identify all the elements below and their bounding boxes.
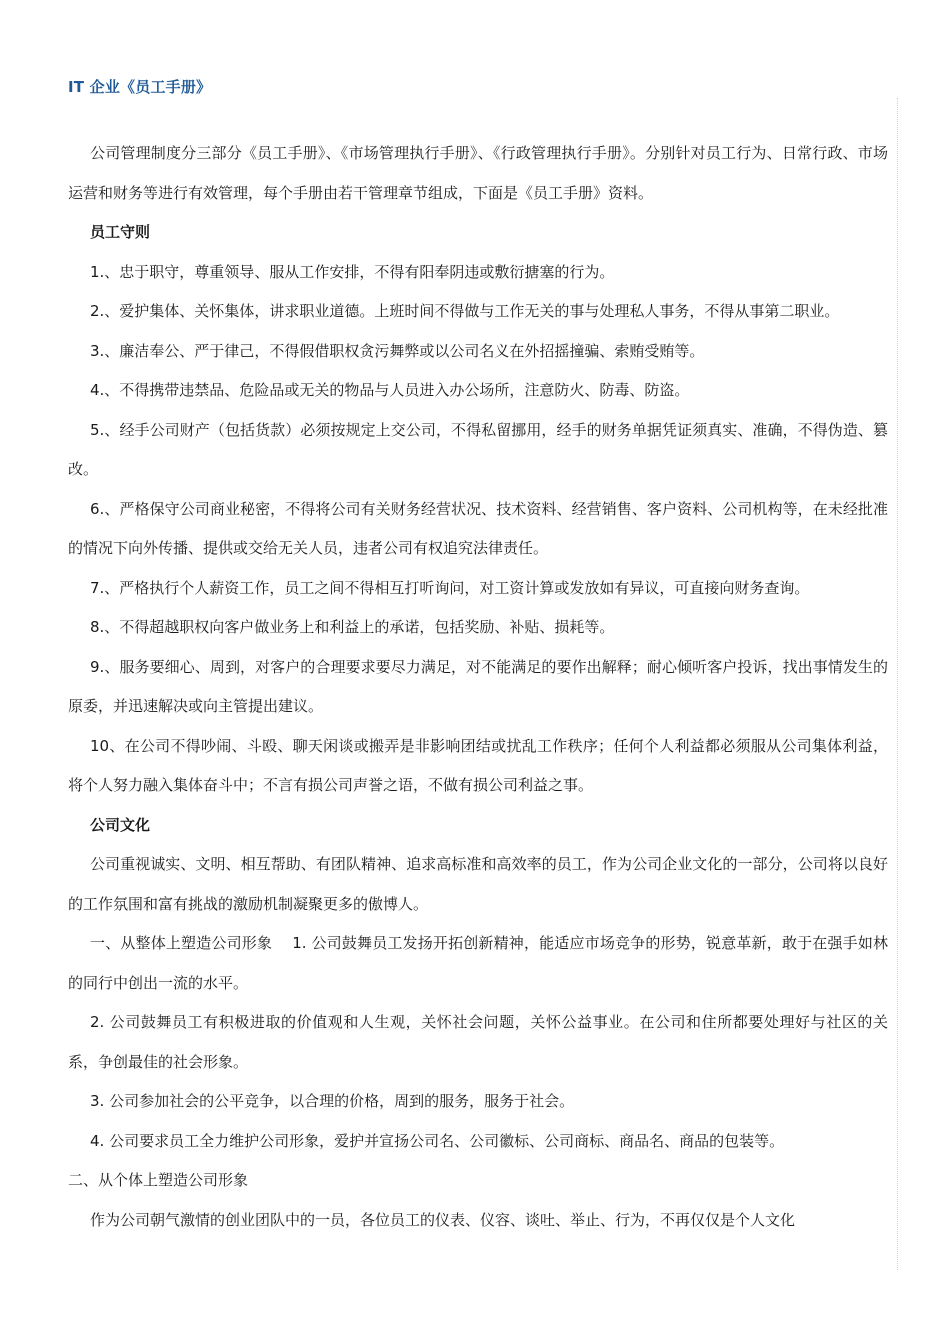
rule-item: 2.、爱护集体、关怀集体，讲求职业道德。上班时间不得做与工作无关的事与处理私人事务，不得从事第二职业。 [90, 302, 840, 320]
rule-item: 9.、服务要细心、周到，对客户的合理要求要尽力满足，对不能满足的要作出解释；耐心倾听客户投诉，找出事情发生的原委，并迅速解决或向主管提出建议。 [68, 657, 888, 715]
rule-item: 1.、忠于职守，尊重领导、服从工作安排，不得有阳奉阴违或敷衍搪塞的行为。 [90, 262, 615, 281]
page-edge-rule [897, 98, 898, 1270]
rule-item: 6.、严格保守公司商业秘密，不得将公司有关财务经营状况、技术资料、经营销售、客户资料、公司机构等，在未经批准的情况下向外传播、提供或交给无关人员，违者公司有权追究法律责任。 [68, 499, 888, 557]
culture-point: 3. 公司参加社会的公平竞争，以合理的价格，周到的服务，服务于社会。 [90, 1092, 575, 1110]
rule-item: 7.、严格执行个人薪资工作，员工之间不得相互打听询问，对工资计算或发放如有异议，可直接向财务查询。 [90, 578, 810, 597]
section-heading-rules: 员工守则 [90, 223, 151, 241]
rule-item: 10、在公司不得吵闹、斗殴、聊天闲谈或搬弄是非影响团结或扰乱工作秩序；任何个人利益都必须服从公司集体利益，将个人努力融入集体奋斗中；不言有损公司声誉之语，不做有损公司利益之事。 [68, 736, 888, 794]
rule-item: 8.、不得超越职权向客户做业务上和利益上的承诺，包括奖励、补贴、损耗等。 [90, 618, 615, 636]
culture-intro-paragraph: 公司重视诚实、文明、相互帮助、有团队精神、追求高标准和高效率的员工，作为公司企业文化的一部分，公司将以良好的工作氛围和富有挑战的激励机制凝聚更多的傲博人。 [68, 855, 888, 913]
document-title: IT 企业《员工手册》 [68, 78, 212, 96]
rule-item: 4.、不得携带违禁品、危险品或无关的物品与人员进入办公场所，注意防火、防毒、防盗。 [90, 381, 690, 399]
rule-item: 5.、经手公司财产（包括货款）必须按规定上交公司，不得私留挪用，经手的财务单据凭证须真实、准确，不得伪造、篡改。 [68, 420, 888, 478]
closing-paragraph: 作为公司朝气激情的创业团队中的一员，各位员工的仪表、仪容、谈吐、举止、行为，不再仅仅是个人文化 [90, 1210, 796, 1229]
document-body [68, 134, 888, 1240]
subsection-heading-individual: 二、从个体上塑造公司形象 [68, 1171, 249, 1189]
section-heading-culture: 公司文化 [90, 815, 151, 834]
culture-point: 4. 公司要求员工全力维护公司形象，爱护并宣扬公司名、公司徽标、公司商标、商品名、商品的包装等。 [90, 1131, 785, 1150]
culture-point: 一、从整体上塑造公司形象 1. 公司鼓舞员工发扬开拓创新精神，能适应市场竞争的形势，锐意革新，敢于在强手如林的同行中创出一流的水平。 [68, 934, 888, 992]
culture-point: 2. 公司鼓舞员工有积极进取的价值观和人生观，关怀社会问题，关怀公益事业。在公司和住所都要处理好与社区的关系，争创最佳的社会形象。 [68, 1013, 888, 1071]
rule-item: 3.、廉洁奉公、严于律己，不得假借职权贪污舞弊或以公司名义在外招摇撞骗、索贿受贿等。 [90, 341, 705, 360]
intro-paragraph: 公司管理制度分三部分《员工手册》、《市场管理执行手册》、《行政管理执行手册》。分别针对员工行为、日常行政、市场运营和财务等进行有效管理，每个手册由若干管理章节组成，下面是《员工手册》资料。 [68, 144, 888, 202]
